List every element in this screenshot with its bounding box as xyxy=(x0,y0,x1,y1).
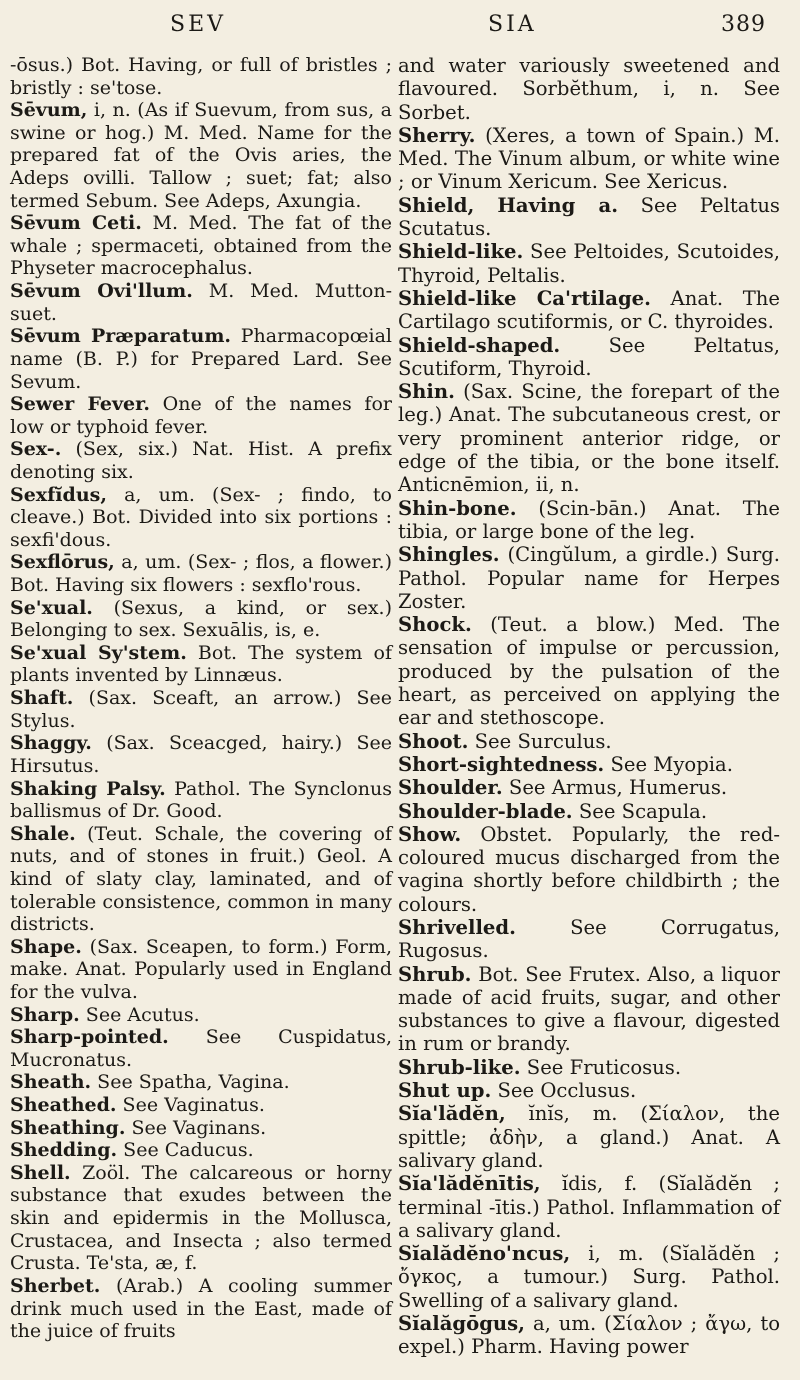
entry-headword: Sheathed. xyxy=(10,1094,117,1117)
dictionary-entry xyxy=(10,823,392,936)
dictionary-entry xyxy=(398,497,780,544)
entry-headword: Sĭa'lădĕnītis, xyxy=(398,1172,541,1196)
entry-definition: i, m. (Sĭalădĕn ; ὄγκος, a tumour.) Surg. Pathol. Swelling of a salivary gland. xyxy=(398,1242,780,1312)
entry-headword: Sherry. xyxy=(398,123,476,147)
dictionary-entry xyxy=(10,732,392,777)
entry-definition: Pathol. The Synclonus ballismus of Dr. Good. xyxy=(10,777,392,823)
dictionary-entry xyxy=(10,438,392,483)
entry-headword: Shoot. xyxy=(398,729,469,753)
entry-headword: Sharp. xyxy=(10,1003,80,1026)
entry-headword: Sheathing. xyxy=(10,1116,126,1139)
dictionary-entry xyxy=(398,800,780,823)
entry-definition: See Fruticosus. xyxy=(520,1055,682,1079)
entry-definition: See Armus, Humerus. xyxy=(502,776,728,800)
entry-headword: Short-sightedness. xyxy=(398,752,605,776)
entry-headword: Se'xual Sy'stem. xyxy=(10,641,187,664)
entry-definition: ĭdis, f. (Sĭalădĕn ; terminal -ītis.) Pathol. Inflammation of a salivary gland. xyxy=(398,1172,780,1242)
entry-headword: Sēvum Ovi'llum. xyxy=(10,280,193,303)
entry-headword: Shrivelled. xyxy=(398,915,516,939)
dictionary-entry xyxy=(398,916,780,963)
entry-definition: See Peltoides, Scutoides, Thyroid, Peltalis. xyxy=(398,240,780,287)
entry-definition: See Peltatus Scutatus. xyxy=(398,193,780,241)
entry-definition: (Arab.) A cooling summer drink much used in the East, made of the juice of fruits xyxy=(10,1274,392,1343)
entry-definition: (Sex, six.) Nat. Hist. A prefix denoting six. xyxy=(10,438,392,483)
entry-headword: Sēvum, xyxy=(10,99,88,122)
entry-definition: Bot. See Frutex. Also, a liquor made of acid fruits, sugar, and other substances to give a flavour, digested in rum or brandy. xyxy=(398,962,780,1056)
entry-definition: See Cuspidatus, Mucronatus. xyxy=(10,1026,392,1071)
dictionary-entry xyxy=(10,212,392,280)
entry-headword: Shield-like. xyxy=(398,240,524,264)
dictionary-entry xyxy=(10,1275,392,1343)
dictionary-entry xyxy=(10,1162,392,1275)
entry-definition: M. Med. Mutton-suet. xyxy=(10,280,392,325)
entry-headword: Shield-like Ca'rtilage. xyxy=(398,286,651,310)
entry-definition: See Surculus. xyxy=(468,729,612,753)
entry-headword: Shrub. xyxy=(398,962,472,986)
entry-headword: Shin-bone. xyxy=(398,496,517,520)
entry-definition: (Sax. Sceacged, hairy.) See Hirsutus. xyxy=(10,732,392,777)
entry-definition: See Corrugatus, Rugosus. xyxy=(398,915,780,963)
entry-headword: Shedding. xyxy=(10,1139,118,1162)
dictionary-entry xyxy=(10,393,392,438)
dictionary-entry xyxy=(398,1172,780,1242)
entry-definition: a, um. (Sex- ; findo, to cleave.) Bot. Divided into six portions : sexfi'dous. xyxy=(10,483,392,551)
entry-headword: Shoulder. xyxy=(398,776,503,800)
entry-definition: (Sexus, a kind, or sex.) Belonging to sex. Sexuālis, is, e. xyxy=(10,596,392,642)
entry-definition: Anat. The Cartilago scutiformis, or C. thyroides. xyxy=(398,286,780,334)
entry-definition: See Vaginatus. xyxy=(116,1094,265,1117)
entry-definition: (Xeres, a town of Spain.) M. Med. The Vinum album, or white wine ; or Vinum Xericum. See Xericus. xyxy=(398,123,780,194)
right-column xyxy=(398,54,780,1359)
entry-headword: Sex-. xyxy=(10,438,62,461)
entry-definition: Zoöl. The calcareous or horny substance that exudes between the skin and epidermis in the Mollusca, Crustacea, and Insecta ; also termed Crusta. Te'sta, æ, f. xyxy=(10,1161,392,1275)
dictionary-entry xyxy=(398,776,780,799)
entry-headword: Sĭa'lădĕn, xyxy=(398,1102,506,1126)
entry-headword: Sĭalăgōgus, xyxy=(398,1312,525,1336)
entry-definition: ĭnĭs, m. (Σίαλον, the spittle; ἀδὴν, a gland.) Anat. A salivary gland. xyxy=(398,1102,780,1172)
entry-headword: Shaking Palsy. xyxy=(10,777,166,800)
entry-headword: Shoulder-blade. xyxy=(398,799,573,823)
entry-definition: (Sax. Sceaft, an arrow.) See Stylus. xyxy=(10,687,392,732)
dictionary-entry xyxy=(398,54,780,124)
entry-definition: Obstet. Popularly, the red-coloured mucus discharged from the vagina shortly before childbirth ; the colours. xyxy=(398,822,780,916)
running-head-center: SIA xyxy=(488,12,537,37)
dictionary-entry xyxy=(10,597,392,642)
entry-headword: Shield-shaped. xyxy=(398,333,561,357)
dictionary-entry xyxy=(398,730,780,753)
entry-headword: Shell. xyxy=(10,1161,71,1184)
dictionary-entry xyxy=(398,963,780,1056)
entry-headword: Sewer Fever. xyxy=(10,393,151,416)
entry-headword: Sēvum Præparatum. xyxy=(10,325,232,348)
dictionary-entry xyxy=(398,1102,780,1172)
entry-definition: (Sax. Sceapen, to form.) Form, make. Anat. Popularly used in England for the vulva. xyxy=(10,935,392,1003)
dictionary-entry xyxy=(10,687,392,732)
entry-headword: Sĭalădĕno'ncus, xyxy=(398,1242,571,1266)
entry-headword: Shale. xyxy=(10,822,76,845)
dictionary-entry xyxy=(398,1056,780,1079)
entry-headword: Shin. xyxy=(398,380,455,404)
entry-definition: (Teut. Schale, the covering of nuts, and of stones in fruit.) Geol. A kind of slaty clay, laminated, and of tolerable consistence, common in many districts. xyxy=(10,822,392,936)
entry-definition: (Sax. Scine, the forepart of the leg.) Anat. The subcutaneous crest, or very prominent anterior ridge, or edge of the tibia, or the bone itself. Anticnēmion, ii, n. xyxy=(398,380,780,497)
entry-definition: (Scin-bān.) Anat. The tibia, or large bone of the leg. xyxy=(398,496,780,543)
entry-definition: Bot. The system of plants invented by Linnæus. xyxy=(10,641,392,687)
entry-definition: (Cingŭlum, a girdle.) Surg. Pathol. Popular name for Herpes Zoster. xyxy=(398,543,780,613)
entry-definition: a, um. (Σίαλον ; ἄγω, to expel.) Pharm. Having power xyxy=(398,1312,780,1359)
dictionary-entry xyxy=(10,1004,392,1027)
dictionary-entry xyxy=(10,54,392,99)
entry-definition: See Scapula. xyxy=(572,799,708,823)
dictionary-entry xyxy=(10,1026,392,1071)
dictionary-entry xyxy=(10,1139,392,1162)
dictionary-entry xyxy=(398,334,780,381)
dictionary-entry xyxy=(398,613,780,729)
dictionary-entry xyxy=(398,1242,780,1312)
dictionary-entry xyxy=(10,1117,392,1140)
entry-headword: Sexfĭdus, xyxy=(10,483,107,506)
entry-definition: (Teut. a blow.) Med. The sensation of impulse or percussion, produced by the pulsation of the heart, as perceived on applying the ear and stethoscope. xyxy=(398,613,780,730)
entry-headword: Sherbet. xyxy=(10,1274,101,1297)
page-number: 389 xyxy=(721,12,766,37)
entry-definition: See Spatha, Vagina. xyxy=(91,1071,290,1094)
running-head-left: SEV xyxy=(170,12,227,37)
entry-definition: -ōsus.) Bot. Having, or full of bristles ; bristly : se'tose. xyxy=(10,54,392,99)
entry-definition: See Occlusus. xyxy=(491,1079,637,1103)
dictionary-entry xyxy=(398,287,780,334)
entry-definition: Pharmacopœial name (B. P.) for Prepared Lard. See Sevum. xyxy=(10,325,393,393)
dictionary-entry xyxy=(10,280,392,325)
entry-headword: Show. xyxy=(398,822,462,846)
entry-headword: Sēvum Ceti. xyxy=(10,212,142,235)
dictionary-entry xyxy=(398,543,780,613)
dictionary-entry xyxy=(10,551,392,596)
dictionary-entry xyxy=(398,753,780,776)
dictionary-entry xyxy=(10,484,392,552)
entry-headword: Sharp-pointed. xyxy=(10,1026,169,1049)
running-head xyxy=(0,10,800,42)
left-column xyxy=(10,54,392,1343)
entry-definition: a, um. (Sex- ; flos, a flower.) Bot. Having six flowers : sexflo'rous. xyxy=(10,551,392,597)
entry-headword: Shingles. xyxy=(398,543,500,567)
entry-definition: i, n. (As if Suevum, from sus, a swine or hog.) M. Med. Name for the prepared fat of the Ovis aries, the Adeps ovilli. Tallow ; suet; fat; also termed Sebum. See Adeps, Axungia. xyxy=(10,99,392,212)
dictionary-entry xyxy=(10,642,392,687)
entry-headword: Sheath. xyxy=(10,1071,92,1094)
dictionary-entry xyxy=(10,936,392,1004)
dictionary-entry xyxy=(398,124,780,194)
dictionary-entry xyxy=(398,380,780,496)
dictionary-entry xyxy=(10,778,392,823)
entry-definition: One of the names for low or typhoid fever. xyxy=(10,393,392,438)
entry-headword: Shape. xyxy=(10,935,82,958)
entry-headword: Se'xual. xyxy=(10,596,93,619)
entry-definition: See Acutus. xyxy=(79,1003,200,1026)
dictionary-entry xyxy=(398,240,780,287)
dictionary-entry xyxy=(398,1312,780,1359)
entry-headword: Shock. xyxy=(398,613,472,637)
entry-definition: See Peltatus, Scutiform, Thyroid. xyxy=(398,333,780,380)
entry-headword: Shaft. xyxy=(10,687,74,710)
entry-headword: Shaggy. xyxy=(10,732,92,755)
dictionary-entry xyxy=(10,1094,392,1117)
dictionary-entry xyxy=(398,1079,780,1102)
dictionary-entry xyxy=(10,1071,392,1094)
entry-definition: See Myopia. xyxy=(604,752,733,776)
entry-definition: M. Med. The fat of the whale ; spermaceti, obtained from the Physeter macrocephalus. xyxy=(10,212,393,280)
dictionary-entry xyxy=(398,823,780,916)
entry-headword: Shut up. xyxy=(398,1079,492,1103)
entry-definition: and water variously sweetened and flavoured. Sorbĕthum, i, n. See Sorbet. xyxy=(398,54,780,124)
entry-headword: Shield, Having a. xyxy=(398,193,619,217)
entry-headword: Shrub-like. xyxy=(398,1055,521,1079)
entry-definition: See Caducus. xyxy=(117,1139,254,1162)
dictionary-entry xyxy=(10,325,392,393)
entry-headword: Sexflōrus, xyxy=(10,551,115,574)
dictionary-entry xyxy=(10,99,392,212)
dictionary-entry xyxy=(398,194,780,241)
entry-definition: See Vaginans. xyxy=(125,1116,267,1139)
